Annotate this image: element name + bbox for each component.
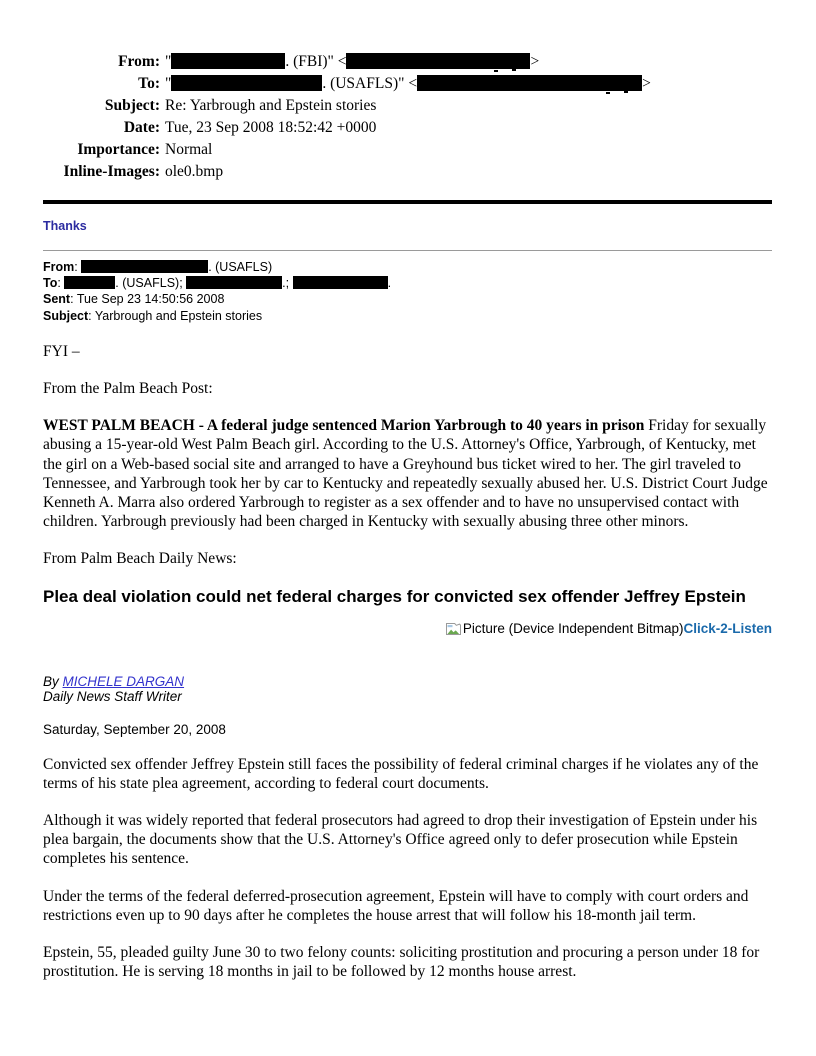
yarbrough-story-paragraph xyxy=(43,416,772,531)
redaction-bar xyxy=(346,53,530,69)
to-value: " . (USAFLS)" < > xyxy=(165,75,651,92)
article-paragraph-4: Epstein, 55, pleaded guilty June 30 to two felony counts: soliciting prostitution and procuring a person under 18 for prostitution. He is serving 18 months in jail to be followed by 12 months house arrest. xyxy=(43,944,760,981)
media-row xyxy=(43,621,772,637)
subject-label: Subject: xyxy=(104,97,160,114)
quoted-row-subject xyxy=(43,308,772,324)
click-2-listen-link[interactable]: Click-2-Listen xyxy=(683,621,772,637)
redaction-bar xyxy=(64,276,115,289)
to-label: To: xyxy=(138,75,160,92)
email-header xyxy=(43,51,772,183)
fyi-note: FYI – xyxy=(43,342,80,360)
date-value: Tue, 23 Sep 2008 18:52:42 +0000 xyxy=(165,119,377,136)
subject-value: Re: Yarbrough and Epstein stories xyxy=(165,97,377,114)
header-row-from xyxy=(43,51,772,73)
redaction-bar xyxy=(293,276,388,289)
header-row-importance xyxy=(43,139,772,161)
quoted-row-sent xyxy=(43,291,772,307)
redaction-bar xyxy=(81,260,208,273)
redaction-bar xyxy=(186,276,282,289)
date-label: Date: xyxy=(123,119,160,136)
inline-images-label: Inline-Images: xyxy=(63,163,160,180)
quoted-to-value: . (USAFLS); .; . xyxy=(64,276,391,290)
label-separator: : xyxy=(88,308,95,323)
header-row-date xyxy=(43,117,772,139)
redaction-bar xyxy=(171,75,322,91)
author-role: Daily News Staff Writer xyxy=(43,689,182,705)
quoted-row-to xyxy=(43,275,772,291)
redaction-bar xyxy=(417,75,642,91)
from-value: " . (FBI)" < > xyxy=(165,53,540,70)
label-separator: : xyxy=(74,260,82,274)
source-intro-daily-news: From Palm Beach Daily News: xyxy=(43,550,237,568)
article-paragraph-3: Under the terms of the federal deferred-prosecution agreement, Epstein will have to comply with court orders and restrictions even up to 90 days after he completes the house arrest that will follow his 18-month jail term. xyxy=(43,887,749,924)
story-lead-bold: WEST PALM BEACH - A federal judge sentenced Marion Yarbrough to 40 years in prison xyxy=(43,417,645,435)
quoted-to-label: To xyxy=(43,276,58,291)
importance-value: Normal xyxy=(165,141,213,158)
quoted-from-label: From xyxy=(43,260,75,274)
quoted-row-from xyxy=(43,259,772,275)
label-separator: : xyxy=(57,276,65,291)
header-divider-thick xyxy=(43,200,772,204)
author-link[interactable]: MICHELE DARGAN xyxy=(62,673,185,689)
article-dateline: Saturday, September 20, 2008 xyxy=(43,721,226,737)
header-row-subject xyxy=(43,95,772,117)
byline xyxy=(43,674,772,705)
article-paragraph-1: Convicted sex offender Jeffrey Epstein still faces the possibility of federal criminal charges if he violates any of the terms of his state plea agreement, according to federal court documents. xyxy=(43,755,759,792)
from-label: From: xyxy=(118,53,160,70)
quoted-sent-value: Tue Sep 23 14:50:56 2008 xyxy=(76,292,225,307)
label-separator: : xyxy=(70,292,77,307)
inline-images-value: ole0.bmp xyxy=(165,163,224,180)
quoted-subject-label: Subject xyxy=(43,308,89,323)
header-row-to xyxy=(43,73,772,95)
source-intro-post: From the Palm Beach Post: xyxy=(43,380,213,398)
quoted-sent-label: Sent xyxy=(43,292,71,307)
story-lead-rest: Friday for sexually abusing a 15-year-old West Palm Beach girl. According to the U.S. Attorney's Office, Yarbrough, of Kentucky, met the girl on a Web-based social site and arranged to have a Greyhound bus ticket wired to her. The girl traveled to Tennessee, and Yarbrough took her by car to Kentucky and repeatedly sexually abused her. U.S. District Court Judge Kenneth A. Marra also ordered Yarbrough to register as a sex offender and to have no unsupervised contact with children. Yarbrough previously had been charged in Kentucky with sexually abusing three other minors. xyxy=(43,417,768,531)
quoted-message-divider xyxy=(43,250,772,251)
redaction-bar xyxy=(171,53,285,69)
article-paragraph-2: Although it was widely reported that federal prosecutors had agreed to drop their investigation of Epstein under his plea bargain, the documents show that the U.S. Attorney's Office agreed only to defer prosecution while Epstein completes his sentence. xyxy=(43,812,758,868)
image-alt-text: Picture (Device Independent Bitmap) xyxy=(462,621,684,637)
article-headline: Plea deal violation could net federal charges for convicted sex offender Jeffrey Epstein xyxy=(43,586,746,606)
header-row-inline-images xyxy=(43,161,772,183)
quoted-subject-value: Yarbrough and Epstein stories xyxy=(94,308,263,323)
quoted-from-value: . (USAFLS) xyxy=(81,260,272,274)
importance-label: Importance: xyxy=(77,141,160,158)
byline-prefix: By xyxy=(43,673,63,689)
reply-note: Thanks xyxy=(43,219,87,233)
quoted-email-header xyxy=(43,259,772,324)
broken-image-icon xyxy=(445,621,462,637)
